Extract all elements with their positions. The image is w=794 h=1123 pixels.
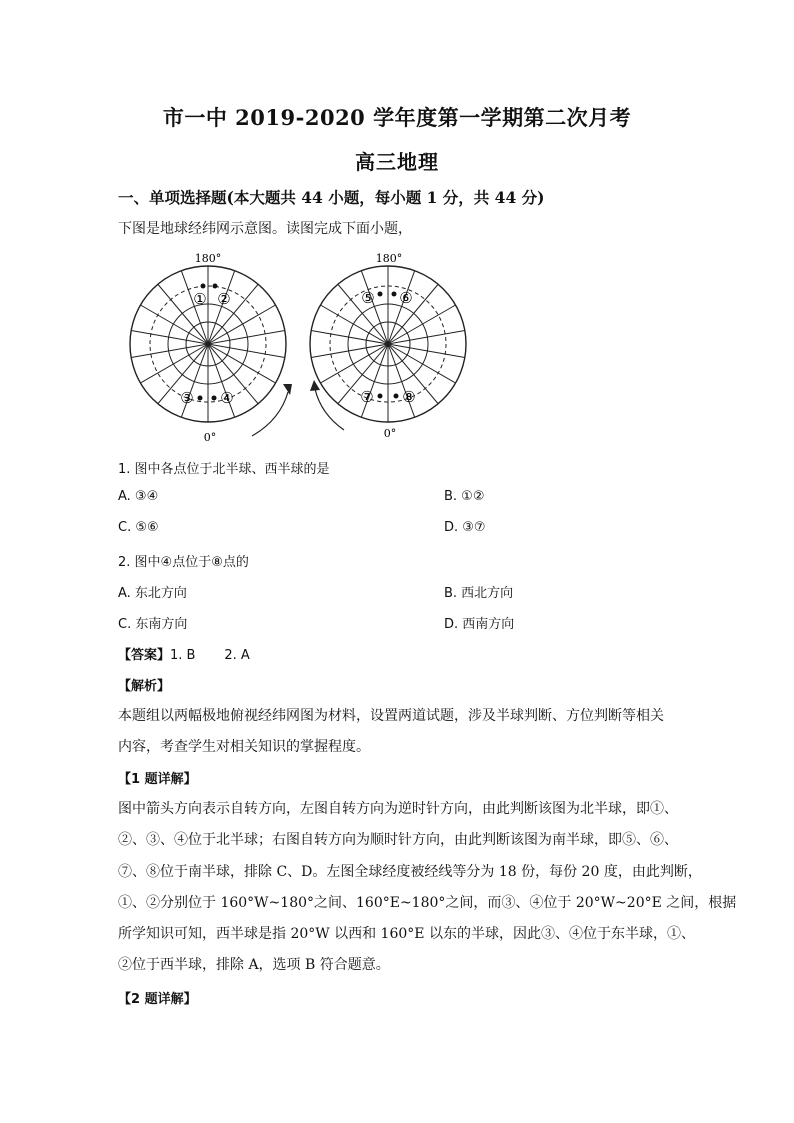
- right-bottom-label: 0°: [383, 427, 397, 440]
- answer-line: [118, 644, 250, 663]
- section-heading: 一、单项选择题(本大题共 44 小题，每小题 1 分，共 44 分): [118, 188, 545, 207]
- point-8-label: ⑧: [402, 388, 416, 406]
- point-1-label: ①: [193, 290, 207, 308]
- right-dot-5: [378, 292, 383, 297]
- page-subtitle: 高三地理: [355, 150, 439, 174]
- q1-detail-line-6: ②位于西半球，排除 A，选项 B 符合题意。: [118, 957, 390, 974]
- left-top-label: 180°: [194, 252, 222, 265]
- meridian-line: [388, 344, 415, 417]
- meridian-line: [361, 271, 388, 344]
- meridian-line: [388, 271, 415, 344]
- answer-values: 1. B 2. A: [170, 648, 250, 663]
- q1-detail-line-5: 所学知识可知，西半球是指 20°W 以西和 160°E 以东的半球，因此③、④位于东半球，①、: [118, 926, 695, 943]
- left-rotation-arrow: [252, 392, 288, 436]
- meridian-line: [208, 284, 258, 344]
- q1-option-a: A. ③④: [118, 489, 159, 504]
- q1-stem: 1. 图中各点位于北半球、西半球的是: [118, 462, 330, 477]
- meridian-line: [361, 344, 388, 417]
- left-graticule: [130, 266, 286, 422]
- right-dot-6: [392, 292, 397, 297]
- analysis-line-2: 内容，考查学生对相关知识的掌握程度。: [118, 739, 370, 756]
- q2-option-d: D. 西南方向: [444, 617, 515, 632]
- left-dot-3: [198, 396, 203, 401]
- point-4-label: ④: [220, 389, 234, 407]
- q1-detail-paragraph: [118, 794, 737, 982]
- q1-option-b: B. ①②: [444, 489, 485, 504]
- answer-label: 【答案】: [118, 648, 171, 663]
- point-7-label: ⑦: [360, 388, 374, 406]
- q2-option-b: B. 西北方向: [444, 586, 514, 601]
- q2-option-c: C. 东南方向: [118, 617, 188, 632]
- right-graticule: [310, 266, 466, 422]
- right-arrowhead: [310, 380, 320, 391]
- q1-detail-label: 【1 题详解】: [118, 772, 197, 787]
- left-dot-1: [201, 284, 206, 289]
- point-3-label: ③: [180, 389, 194, 407]
- right-top-label: 180°: [375, 252, 403, 265]
- q1-option-c: C. ⑤⑥: [118, 520, 159, 535]
- analysis-line-1: 本题组以两幅极地俯视经纬网图为材料，设置两道试题，涉及半球判断、方位判断等相关: [118, 708, 664, 724]
- analysis-paragraph: [118, 701, 676, 764]
- q2-stem: 2. 图中④点位于⑧点的: [118, 555, 249, 570]
- point-6-label: ⑥: [399, 289, 413, 307]
- q1-detail-line-2: ②、③、④位于北半球；右图自转方向为顺时针方向，由此判断该图为南半球，即⑤、⑥、: [118, 832, 678, 849]
- left-bottom-label: 0°: [203, 431, 217, 444]
- intro-text: 下图是地球经纬网示意图。读图完成下面小题，: [118, 221, 412, 237]
- right-dot-7: [378, 394, 383, 399]
- page-title: 市一中 2019-2020 学年度第一学期第二次月考: [162, 105, 632, 130]
- q1-option-d: D. ③⑦: [444, 520, 486, 535]
- left-dot-4: [212, 396, 217, 401]
- q1-detail-line-3: ⑦、⑧位于南半球，排除 C、D。左图全球经度被经线等分为 18 份，每份 20 度，由此判断，: [118, 863, 702, 880]
- q2-detail-label: 【2 题详解】: [118, 992, 197, 1007]
- point-2-label: ②: [217, 290, 231, 308]
- q2-option-a: A. 东北方向: [118, 586, 187, 601]
- point-5-label: ⑤: [361, 289, 375, 307]
- right-dot-8: [394, 394, 399, 399]
- q1-detail-line-1: 图中箭头方向表示自转方向，左图自转方向为逆时针方向，由此判断该图为北半球，即①、: [118, 801, 678, 817]
- analysis-label: 【解析】: [118, 679, 171, 694]
- q1-detail-line-4: ①、②分别位于 160°W~180°之间、160°E~180°之间，而③、④位于 20°W~20°E 之间，根据: [118, 894, 737, 911]
- left-dot-2: [213, 284, 218, 289]
- graticule-diagram: [118, 244, 478, 444]
